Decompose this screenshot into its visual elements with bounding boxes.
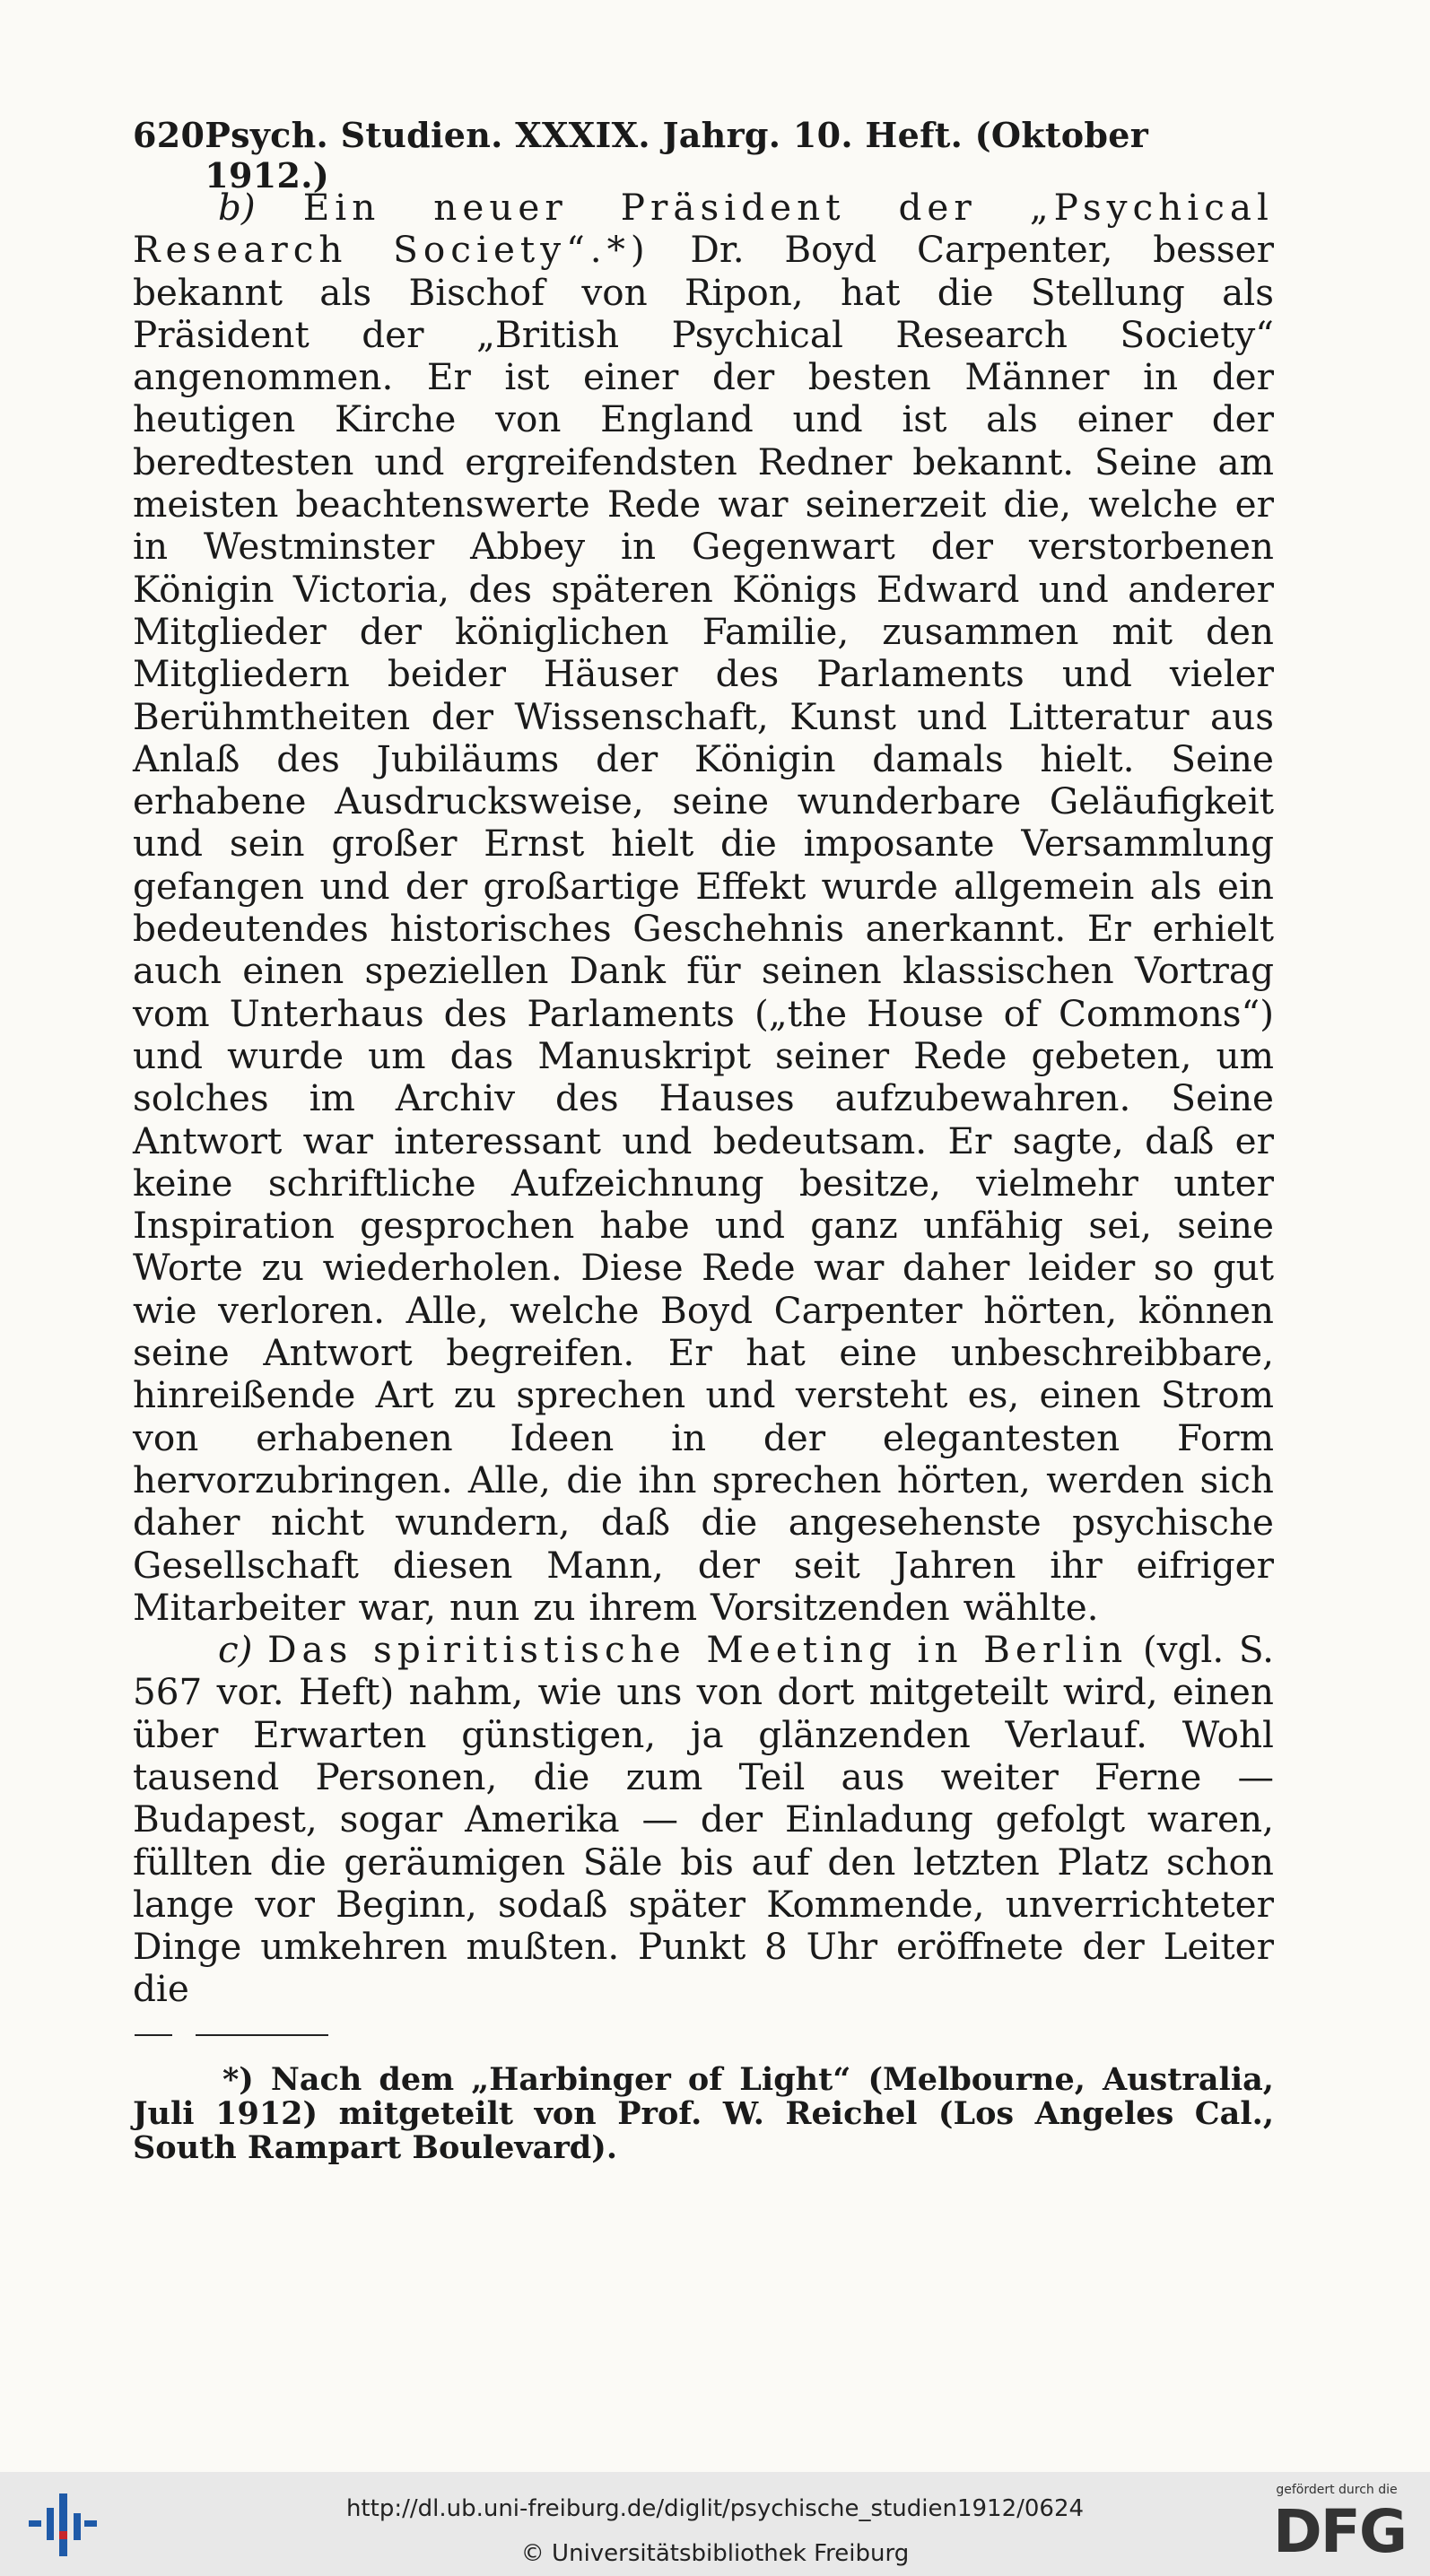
footnote-text: *) Nach dem „Harbinger of Light“ (Melbourne, Australia, Juli 1912) mitgeteilt von Prof. W. Reichel (Los Angeles Cal., South Rampart Boulevard). [133, 2061, 1274, 2166]
body-text [133, 187, 1274, 2011]
article-b-heading: Ein neuer Präsident der „Psychical Research Society“.*) [133, 186, 1274, 272]
footnote-rule-long [196, 2034, 328, 2036]
article-c [133, 1629, 1274, 2011]
article-c-marker: c) [218, 1628, 253, 1672]
journal-title: Psych. Studien. XXXIX. Jahrg. 10. Heft. (Oktober 1912.) [205, 115, 1149, 196]
footnote [133, 2063, 1274, 2165]
article-b-text: Dr. Boyd Carpenter, besser bekannt als Bischof von Ripon, hat die Stellung als Präsident der „British Psychical Research Society“ angenommen. Er ist einer der besten Männer in der heutigen Kirche von England und ist als einer der beredtesten und ergreifendsten Redner bekannt. Seine am meisten beachtenswerte Rede war seinerzeit die, welche er in Westminster Abbey in Gegenwart der verstorbenen Königin Victoria, des späteren Königs Edward und anderer Mitglieder der königlichen Familie, zusammen mit den Mitgliedern beider Häuser des Parlaments und vieler Berühmtheiten der Wissenschaft, Kunst und Litteratur aus Anlaß des Jubiläums der Königin damals hielt. Seine erhabene Ausdrucksweise, seine wunderbare Geläufigkeit und sein großer Ernst hielt die imposante Versammlung gefangen und der großartige Effekt wurde allgemein als ein bedeutendes historisches Geschehnis anerkannt. Er erhielt auch einen speziellen Dank für seinen klassischen Vortrag vom Unterhaus des Parlaments („the House of Commons“) und wurde um das Manuskript seiner Rede gebeten, um solches im Archiv des Hauses aufzubewahren. Seine Antwort war interessant und bedeutsam. Er sagte, daß er keine schriftliche Aufzeichnung besitze, vielmehr unter Inspiration gesprochen habe und ganz unfähig sei, seine Worte zu wiederholen. Diese Rede war daher leider so gut wie verloren. Alle, welche Boyd Carpenter hörten, können seine Antwort begreifen. Er hat eine unbeschreibbare, hinreißende Art zu sprechen und versteht es, einen Strom von erhabenen Ideen in der elegantesten Form hervorzubringen. Alle, die ihn sprechen hörten, werden sich daher nicht wundern, daß die angesehenste psychische Gesellschaft diesen Mann, der seit Jahren ihr eifriger Mitarbeiter war, nun zu ihrem Vorsitzenden wählte. [133, 228, 1274, 1629]
footer-copyright: © Universitätsbibliothek Freiburg [520, 2540, 910, 2567]
footer-url-link[interactable]: http://dl.ub.uni-freiburg.de/diglit/psychische_studien1912/0624 [345, 2495, 1085, 2522]
page-number: 620 [133, 115, 205, 155]
article-c-text: (vgl. S. 567 vor. Heft) nahm, wie uns von dort mitgeteilt wird, einen über Erwarten günstigen, ja glänzenden Verlauf. Wohl tausend Personen, die zum Teil aus weiter Ferne — Budapest, sogar Amerika — der Einladung gefolgt waren, füllten die geräumigen Säle bis auf den letzten Platz schon lange vor Beginn, sodaß später Kommende, unverrichteter Dinge umkehren mußten. Punkt 8 Uhr eröffnete der Leiter die [133, 1628, 1275, 2011]
article-b-marker: b) [218, 186, 256, 229]
footnote-rule-short [135, 2034, 172, 2036]
article-c-heading: Das spiritistische Meeting in Berlin [267, 1628, 1129, 1672]
running-head [133, 115, 1281, 196]
dfg-logo: DFG [1272, 2497, 1407, 2566]
sponsor-text: gefördert durch die [1276, 2483, 1398, 2497]
article-b [133, 187, 1274, 1629]
